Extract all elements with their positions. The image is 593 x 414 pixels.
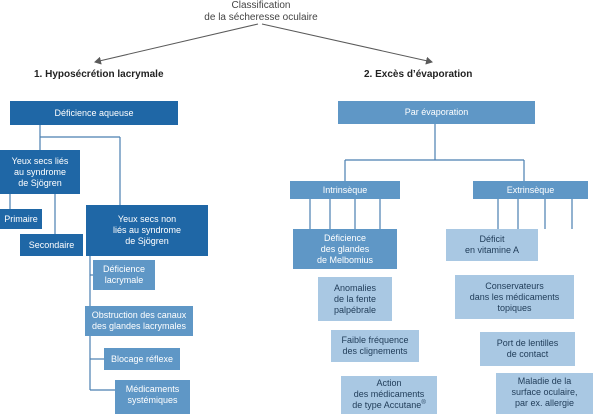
node-line: de Melbomius (316, 254, 374, 265)
node-line: Obstruction des canaux (91, 310, 187, 320)
node-blocage-reflexe (104, 348, 180, 370)
node-anomalies-fente (318, 277, 392, 321)
node-label: Par évaporation (404, 107, 469, 117)
node-line: liés au syndrome (112, 225, 182, 235)
node-conservateurs (455, 275, 574, 319)
node-extrinseque (473, 181, 588, 199)
node-deficit-vitamine-a (446, 229, 538, 261)
node-line: au syndrome (13, 166, 67, 177)
node-line: surface oculaire, (511, 387, 578, 397)
node-line: par ex. allergie (514, 398, 575, 408)
node-line: palpébrale (333, 304, 377, 315)
node-glandes-melbomius (293, 229, 397, 269)
node-line: des médicaments (353, 389, 425, 399)
node-label: Déficience aqueuse (54, 107, 134, 118)
node-line: dans les médicaments (469, 291, 560, 302)
diagram-title (186, 0, 336, 24)
node-port-lentilles (480, 332, 575, 366)
node-primaire (0, 209, 42, 229)
node-deficience-aqueuse (10, 101, 178, 125)
node-line: Maladie de la (517, 376, 572, 386)
node-label: Intrinsèque (322, 184, 368, 195)
node-yeux-secs-non-sjogren (86, 205, 208, 256)
node-line: Médicaments (125, 384, 180, 394)
node-maladie-surface (496, 373, 593, 414)
node-line: Conservateurs (485, 280, 544, 291)
node-line: des clignements (342, 346, 408, 356)
node-line: de Sjögren (18, 177, 62, 188)
node-label: Extrinsèque (506, 184, 555, 195)
node-medicaments-systemiques (115, 380, 190, 414)
node-line: Port de lentilles (496, 338, 559, 348)
node-line: de type Accutane (352, 400, 422, 410)
node-secondaire (20, 234, 83, 256)
node-label: Blocage réflexe (110, 353, 174, 364)
node-line: topiques (497, 302, 532, 313)
node-label: Secondaire (28, 239, 75, 250)
node-line: des glandes (320, 243, 370, 254)
node-yeux-secs-sjogren (0, 150, 80, 194)
node-line-with-mark (352, 400, 425, 411)
title-line-2: de la sécheresse oculaire (204, 12, 318, 23)
node-line: systémiques (127, 395, 178, 405)
node-line: des glandes lacrymales (91, 321, 187, 331)
node-line: lacrymale (104, 275, 144, 285)
node-line: Anomalies (333, 282, 377, 293)
node-intrinseque (290, 181, 400, 199)
node-line: de Sjögren (125, 236, 169, 246)
node-deficience-lacrymale (93, 260, 155, 290)
node-action-medicaments (341, 376, 437, 414)
node-par-evaporation (338, 101, 535, 124)
node-line: Action (376, 378, 402, 388)
node-line: Yeux secs liés (11, 155, 69, 166)
title-line-1: Classification (231, 0, 291, 11)
heading-evaporation: 2. Excès d’évaporation (364, 69, 473, 80)
node-faible-frequence (331, 330, 419, 362)
node-label: Primaire (4, 213, 38, 224)
node-line: Faible fréquence (341, 335, 409, 345)
node-line: Déficit (479, 234, 505, 244)
node-line: Déficience (102, 264, 146, 274)
node-line: Déficience (323, 232, 367, 243)
node-line: Yeux secs non (117, 214, 177, 224)
registered-mark: ® (421, 400, 426, 406)
heading-hyposecretion: 1. Hyposécrétion lacrymale (34, 69, 164, 80)
node-obstruction-canaux (85, 306, 193, 336)
node-line: de la fente (333, 293, 377, 304)
node-line: de contact (506, 349, 549, 359)
node-line: en vitamine A (464, 245, 520, 255)
